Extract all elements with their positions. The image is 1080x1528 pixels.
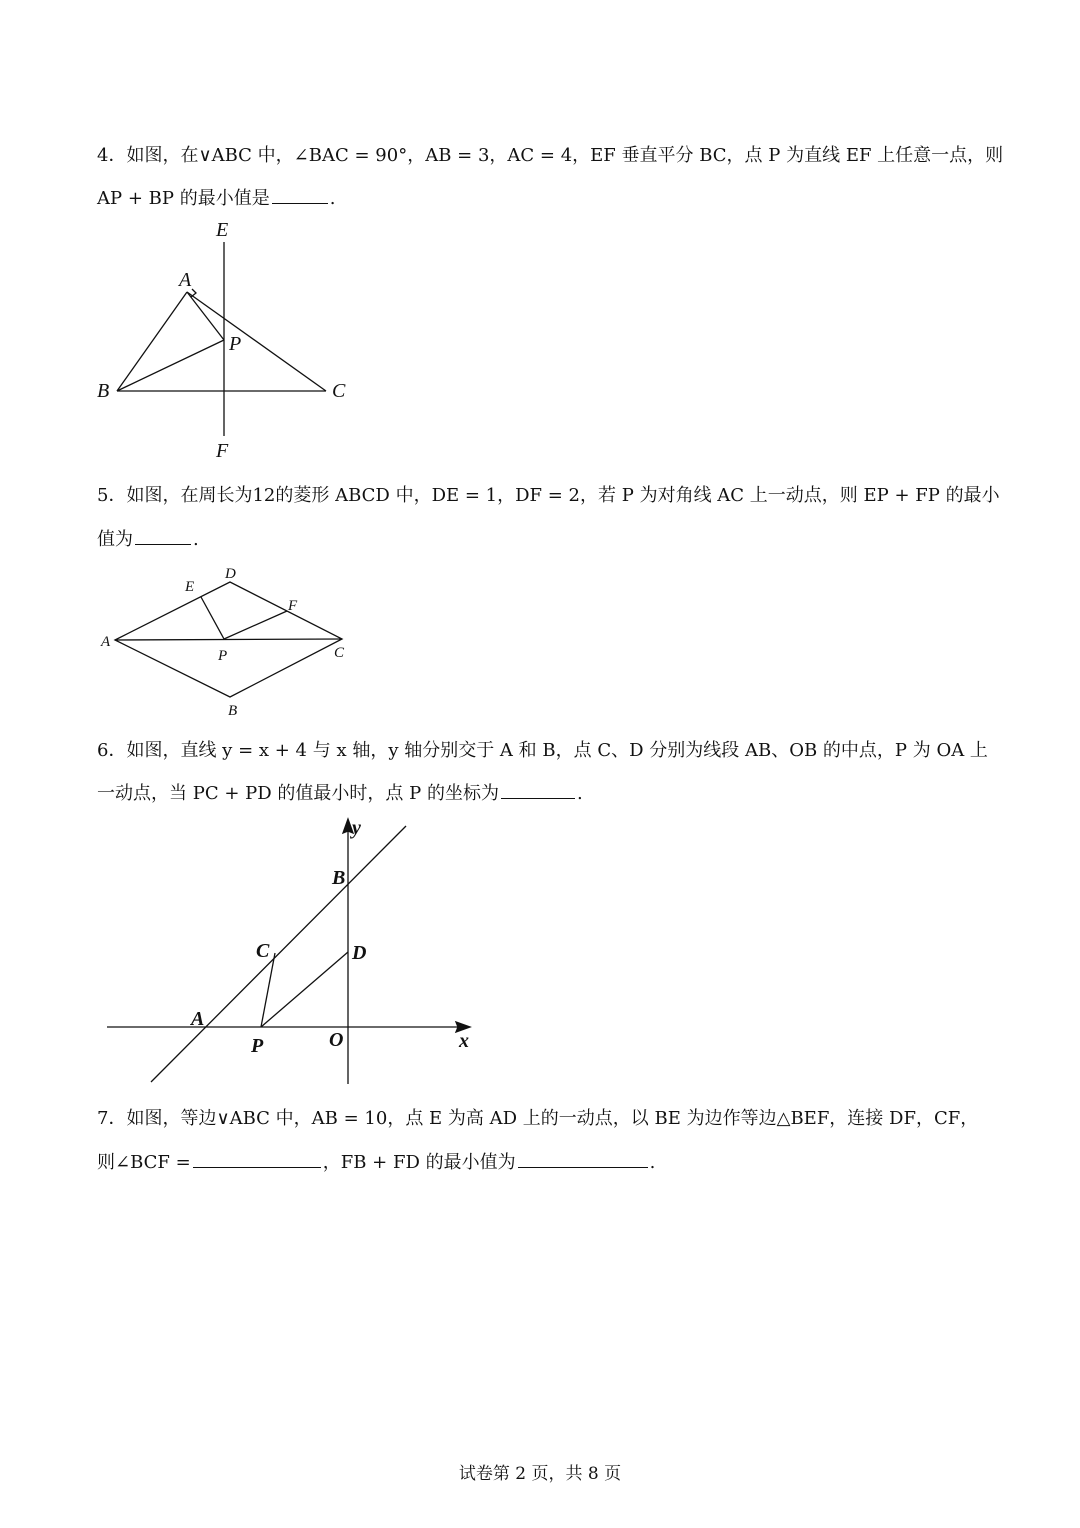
label-a: A (101, 634, 111, 650)
figure-problem-4 (90, 215, 370, 465)
problem-7-period: . (649, 1152, 656, 1173)
problem-6-question: 一动点，当 PC + PD 的值最小时，点 P 的坐标为 (97, 783, 499, 804)
segment-ab (117, 292, 187, 391)
segment-ac (187, 292, 326, 391)
diagonal-ac (115, 639, 342, 640)
answer-blank-5[interactable] (135, 530, 191, 545)
label-c: C (334, 645, 345, 661)
answer-blank-4[interactable] (272, 189, 328, 204)
problem-5-period: . (193, 529, 199, 550)
problem-5-line-2 (97, 525, 199, 551)
label-p: P (229, 333, 242, 355)
label-p: P (218, 648, 228, 664)
label-y: y (352, 817, 361, 839)
label-d: D (352, 942, 367, 964)
answer-blank-6[interactable] (501, 784, 575, 799)
label-c: C (256, 940, 270, 962)
problem-7-question-a: 则∠BCF = (97, 1152, 191, 1173)
label-f: F (216, 440, 229, 462)
label-f: F (288, 598, 298, 614)
figure-problem-5 (95, 560, 365, 720)
label-b: B (332, 867, 346, 889)
problem-7-line-1: 7．如图，等边∨ABC 中，AB = 10，点 E 为高 AD 上的一动点，以 BE 为边作等边△BEF，连接 DF，CF， (97, 1108, 979, 1129)
label-o: O (329, 1029, 344, 1051)
line-ab (151, 826, 406, 1082)
problem-5-line-1: 5．如图，在周长为12的菱形 ABCD 中，DE = 1，DF = 2，若 P 为对角线 AC 上一动点，则 EP + FP 的最小 (97, 485, 1000, 506)
segment-ep (201, 597, 224, 639)
problem-6-line-2 (97, 779, 583, 805)
problem-6-line-1: 6．如图，直线 y = x + 4 与 x 轴，y 轴分别交于 A 和 B，点 C、D 分别为线段 AB、OB 的中点，P 为 OA 上 (97, 740, 988, 761)
label-b: B (228, 703, 238, 719)
problem-4-line-1: 4．如图，在∨ABC 中，∠BAC = 90°，AB = 3，AC = 4，EF 垂直平分 BC，点 P 为直线 EF 上任意一点，则 (97, 145, 1004, 166)
label-d: D (225, 566, 236, 582)
label-a: A (191, 1008, 205, 1030)
label-e: E (185, 579, 195, 595)
label-x: x (459, 1030, 469, 1052)
right-angle-mark (191, 289, 196, 297)
problem-7-question-b: ，FB + FD 的最小值为 (322, 1152, 516, 1173)
label-p: P (251, 1035, 264, 1057)
segment-pd (261, 952, 348, 1027)
segment-bp (117, 340, 224, 391)
figure-problem-6 (100, 812, 480, 1087)
label-c: C (332, 380, 346, 402)
segment-ap (187, 292, 224, 340)
page-footer: 试卷第 2 页，共 8 页 (458, 1464, 622, 1484)
answer-blank-7a[interactable] (193, 1153, 321, 1168)
label-a: A (179, 269, 192, 291)
problem-4-line-2 (97, 184, 335, 210)
answer-blank-7b[interactable] (518, 1153, 648, 1168)
segment-fp (224, 611, 287, 639)
problem-4-question: AP + BP 的最小值是 (97, 188, 270, 209)
label-b: B (97, 380, 110, 402)
problem-6-period: . (576, 783, 583, 804)
problem-4-period: . (329, 188, 336, 209)
problem-5-question: 值为 (97, 529, 133, 550)
problem-7-line-2 (97, 1148, 655, 1174)
label-e: E (216, 219, 229, 241)
